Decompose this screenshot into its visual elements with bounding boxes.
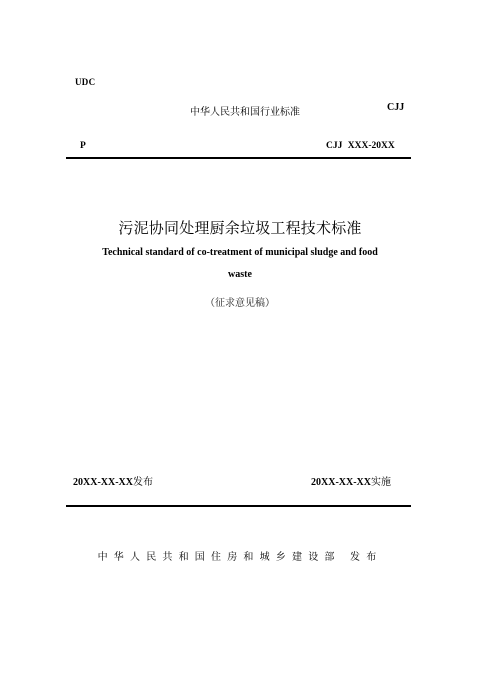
industry-standard-heading: 中华人民共和国行业标准 [190,107,300,118]
standard-code: CJJ [387,102,405,113]
publish-label: 发布 [133,477,153,488]
title-english-line1: Technical standard of co-treatment of municipal sludge and food [102,247,378,258]
publish-date: 20XX-XX-XX [73,477,133,488]
draft-status: （征求意见稿） [205,298,275,309]
publish-date-line [73,473,153,488]
bottom-divider [66,505,411,507]
standard-number: CJJ XXX-20XX [326,141,395,151]
title-english-line2: waste [228,269,252,280]
effective-date: 20XX-XX-XX [311,477,371,488]
issuer-line: 中华人民共和国住房和城乡建设部 发布 [97,552,383,563]
udc-label: UDC [75,77,96,87]
effective-date-line [311,473,391,488]
top-divider [66,157,411,159]
effective-label: 实施 [371,477,391,488]
classification-code: P [80,141,86,151]
title-chinese: 污泥协同处理厨余垃圾工程技术标准 [118,219,362,237]
